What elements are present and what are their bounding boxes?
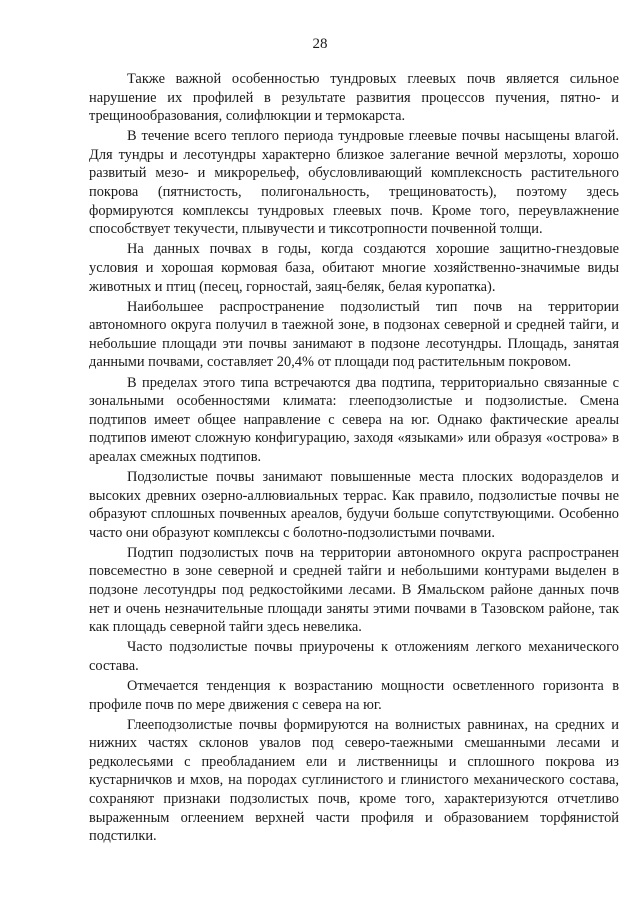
paragraph: Подзолистые почвы занимают повышенные места плоских водоразделов и высоких древних озерно-аллювиальных террас. Как правило, подзолистые почвы не образуют сплошных почвенных ареалов, будучи больше сопутствующими. Особенно часто они образуют комплексы с болотно-подзолистыми почвами.	[89, 468, 619, 541]
document-body	[89, 70, 619, 847]
paragraph: Отмечается тенденция к возрастанию мощности осветленного горизонта в профиле почв по мере движения с севера на юг.	[89, 678, 619, 713]
paragraph: В течение всего теплого периода тундровые глеевые почвы насыщены влагой. Для тундры и лесотундры характерно близкое залегание вечной мерзлоты, хорошо развитый мезо- и микрорельеф, обусловливающий комплексность растительного покрова (пятнистость, полигональность, трещиноватость), поэтому здесь формируются комплексы тундровых глеевых почв. Кроме того, переувлажнение способствует текучести, плывучести и тиксотропности почвенной толщи.	[89, 128, 619, 238]
paragraph: Подтип подзолистых почв на территории автономного округа распространен повсеместно в зоне северной и средней тайги и небольшими контурами выделен в подзоне лесотундры под редкостойкими лесами. В Ямальском районе данных почв нет и очень незначительные площади заняты этими почвами в Тазовском районе, так как площадь северной тайги здесь невелика.	[89, 544, 619, 636]
paragraph: Наибольшее распространение подзолистый тип почв на территории автономного округа получил в таежной зоне, в подзонах северной и средней тайги, и небольшие площади эти почвы занимают в подзоне лесотундры. Площадь, занятая данными почвами, составляет 20,4% от площади под растительным покровом.	[89, 298, 619, 371]
paragraph: На данных почвах в годы, когда создаются хорошие защитно-гнездовые условия и хорошая кормовая база, обитают многие хозяйственно-значимые виды животных и птиц (песец, горностай, заяц-беляк, белая куропатка).	[89, 241, 619, 295]
paragraph: В пределах этого типа встречаются два подтипа, территориально связанные с зональными особенностями климата: глееподзолистые и подзолистые. Смена подтипов имеет общее направление с севера на юг. Однако фактические ареалы подтипов имеют сложную конфигурацию, заходя «языками» или образуя «острова» в ареалах смежных подтипов.	[89, 374, 619, 465]
paragraph: Глееподзолистые почвы формируются на волнистых равнинах, на средних и нижних частях склонов увалов под северо-таежными смешанными лесами и редколесьями с преобладанием ели и лиственницы и сплошного покрова из кустарничков и мхов, на породах суглинистого и глинистого механического состава, сохраняют признаки подзолистых почв, кроме того, характеризуются отчетливо выраженным оглеением верхней части профиля и образованием торфянистой подстилки.	[89, 716, 619, 845]
paragraph: Также важной особенностью тундровых глеевых почв является сильное нарушение их профилей в результате развития процессов пучения, пятно- и трещинообразования, солифлюкции и термокарста.	[89, 71, 619, 125]
paragraph: Часто подзолистые почвы приурочены к отложениям легкого механического состава.	[89, 639, 619, 674]
page-number: 28	[312, 36, 328, 52]
